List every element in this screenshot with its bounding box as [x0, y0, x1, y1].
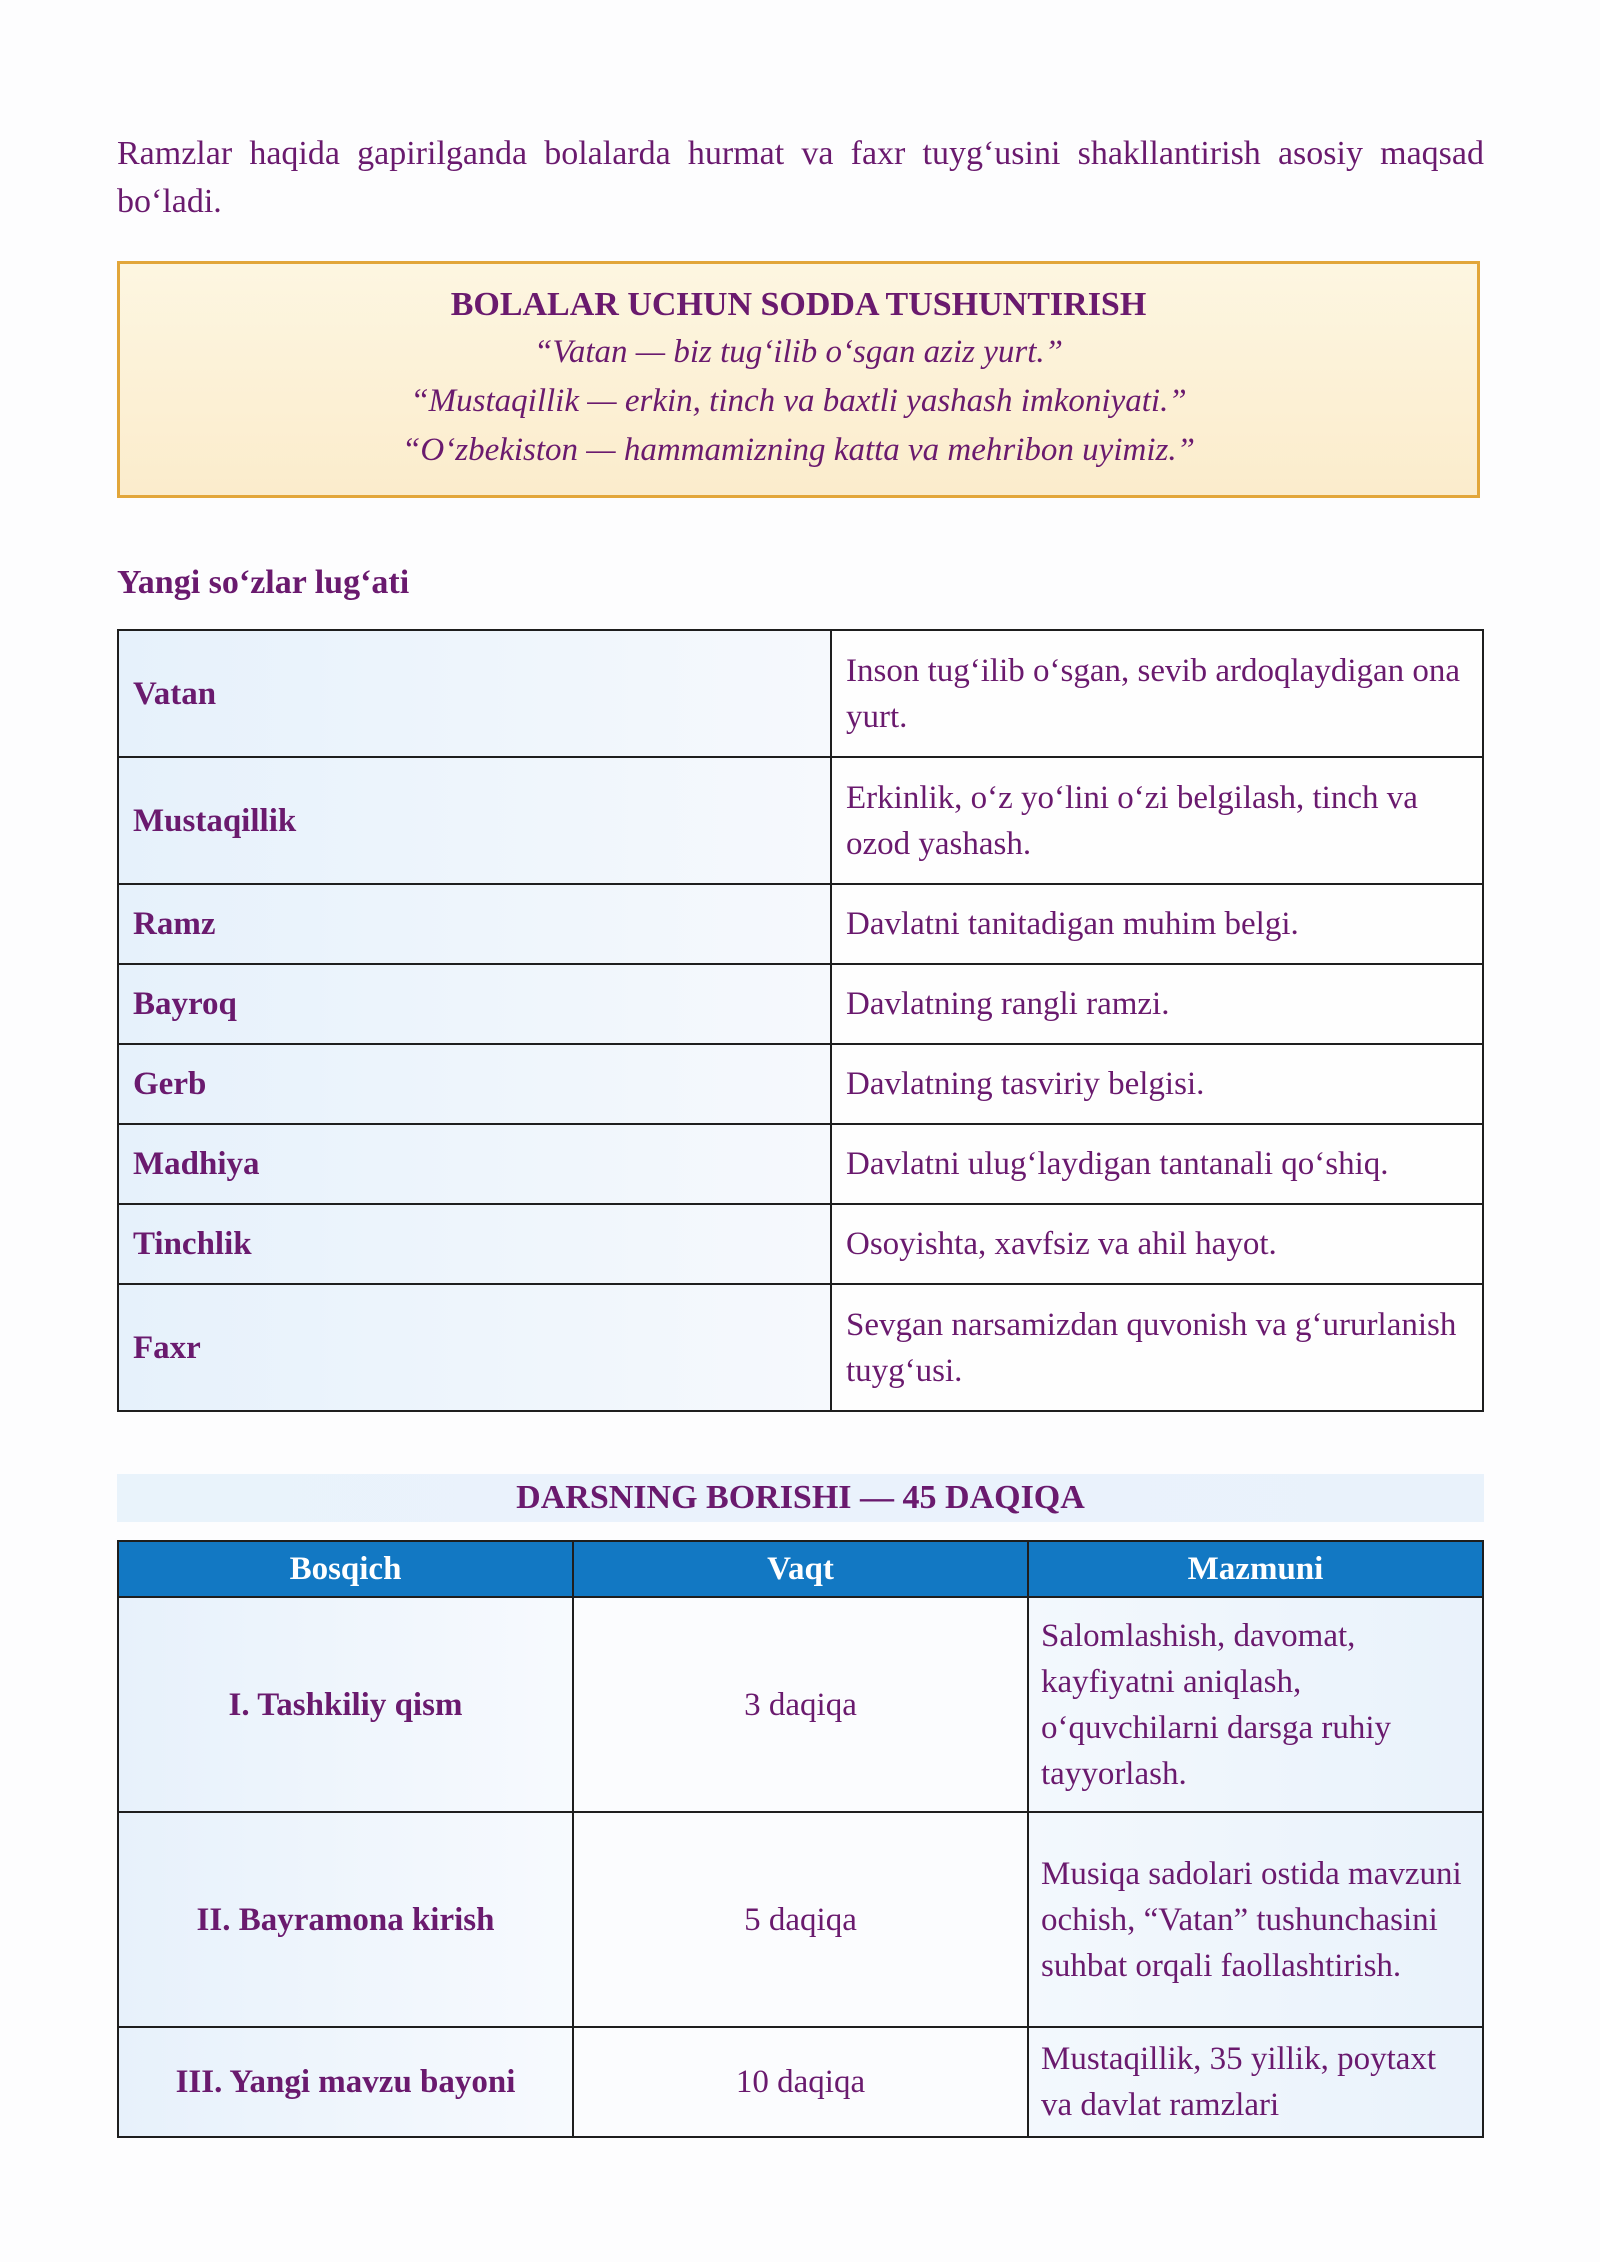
table-row — [118, 884, 1483, 964]
table-row — [118, 964, 1483, 1044]
time-cell: 10 daqiqa — [573, 2027, 1028, 2137]
content-cell: Mustaqillik, 35 yillik, poytaxt va davlat ramzlari — [1028, 2027, 1483, 2137]
table-row — [118, 630, 1483, 757]
table-row — [118, 1812, 1483, 2027]
vocab-term: Gerb — [118, 1044, 831, 1124]
stage-cell: II. Bayramona kirish — [118, 1812, 573, 2027]
intro-paragraph: Ramzlar haqida gapirilganda bolalarda hurmat va faxr tuyg‘usini shakllantirish asosiy maqsad bo‘ladi. — [117, 135, 1484, 220]
column-header: Bosqich — [118, 1541, 573, 1597]
vocab-definition: Davlatni ulug‘laydigan tantanali qo‘shiq. — [831, 1124, 1483, 1204]
table-row — [118, 1597, 1483, 1812]
table-row — [118, 1284, 1483, 1411]
explanation-box — [117, 261, 1480, 498]
table-row — [118, 757, 1483, 884]
vocab-term: Madhiya — [118, 1124, 831, 1204]
vocab-term: Mustaqillik — [118, 757, 831, 884]
vocab-term: Ramz — [118, 884, 831, 964]
lesson-plan-title: DARSNING BORISHI — 45 DAQIQA — [117, 1474, 1484, 1522]
column-header: Vaqt — [573, 1541, 1028, 1597]
time-cell: 5 daqiqa — [573, 1812, 1028, 2027]
explanation-quote: “O‘zbekiston — hammamizning katta va mehribon uyimiz.” — [402, 432, 1195, 468]
vocabulary-title: Yangi so‘zlar lug‘ati — [117, 564, 410, 601]
content-cell: Salomlashish, davomat, kayfiyatni aniqlash, o‘quvchilarni darsga ruhiy tayyorlash. — [1028, 1597, 1483, 1812]
vocab-definition: Davlatning tasviriy belgisi. — [831, 1044, 1483, 1124]
explanation-quote: “Vatan — biz tug‘ilib o‘sgan aziz yurt.” — [534, 334, 1063, 370]
vocab-definition: Osoyishta, xavfsiz va ahil hayot. — [831, 1204, 1483, 1284]
explanation-quote: “Mustaqillik — erkin, tinch va baxtli yashash imkoniyati.” — [410, 383, 1187, 419]
vocab-term: Vatan — [118, 630, 831, 757]
lesson-plan-table — [117, 1540, 1484, 2138]
vocab-definition: Sevgan narsamizdan quvonish va g‘ururlanish tuyg‘usi. — [831, 1284, 1483, 1411]
table-row — [118, 1204, 1483, 1284]
table-row — [118, 1044, 1483, 1124]
table-row — [118, 1124, 1483, 1204]
vocab-definition: Erkinlik, o‘z yo‘lini o‘zi belgilash, tinch va ozod yashash. — [831, 757, 1483, 884]
table-header-row — [118, 1541, 1483, 1597]
vocab-definition: Davlatni tanitadigan muhim belgi. — [831, 884, 1483, 964]
table-row — [118, 2027, 1483, 2137]
vocabulary-table — [117, 629, 1484, 1412]
explanation-box-title: BOLALAR UCHUN SODDA TUSHUNTIRISH — [450, 286, 1147, 323]
stage-cell: III. Yangi mavzu bayoni — [118, 2027, 573, 2137]
vocab-definition: Davlatning rangli ramzi. — [831, 964, 1483, 1044]
vocab-term: Tinchlik — [118, 1204, 831, 1284]
content-cell: Musiqa sadolari ostida mavzuni ochish, “Vatan” tushunchasini suhbat orqali faollashtirish. — [1028, 1812, 1483, 2027]
vocab-term: Faxr — [118, 1284, 831, 1411]
vocab-term: Bayroq — [118, 964, 831, 1044]
vocab-definition: Inson tug‘ilib o‘sgan, sevib ardoqlaydigan ona yurt. — [831, 630, 1483, 757]
column-header: Mazmuni — [1028, 1541, 1483, 1597]
time-cell: 3 daqiqa — [573, 1597, 1028, 1812]
stage-cell: I. Tashkiliy qism — [118, 1597, 573, 1812]
